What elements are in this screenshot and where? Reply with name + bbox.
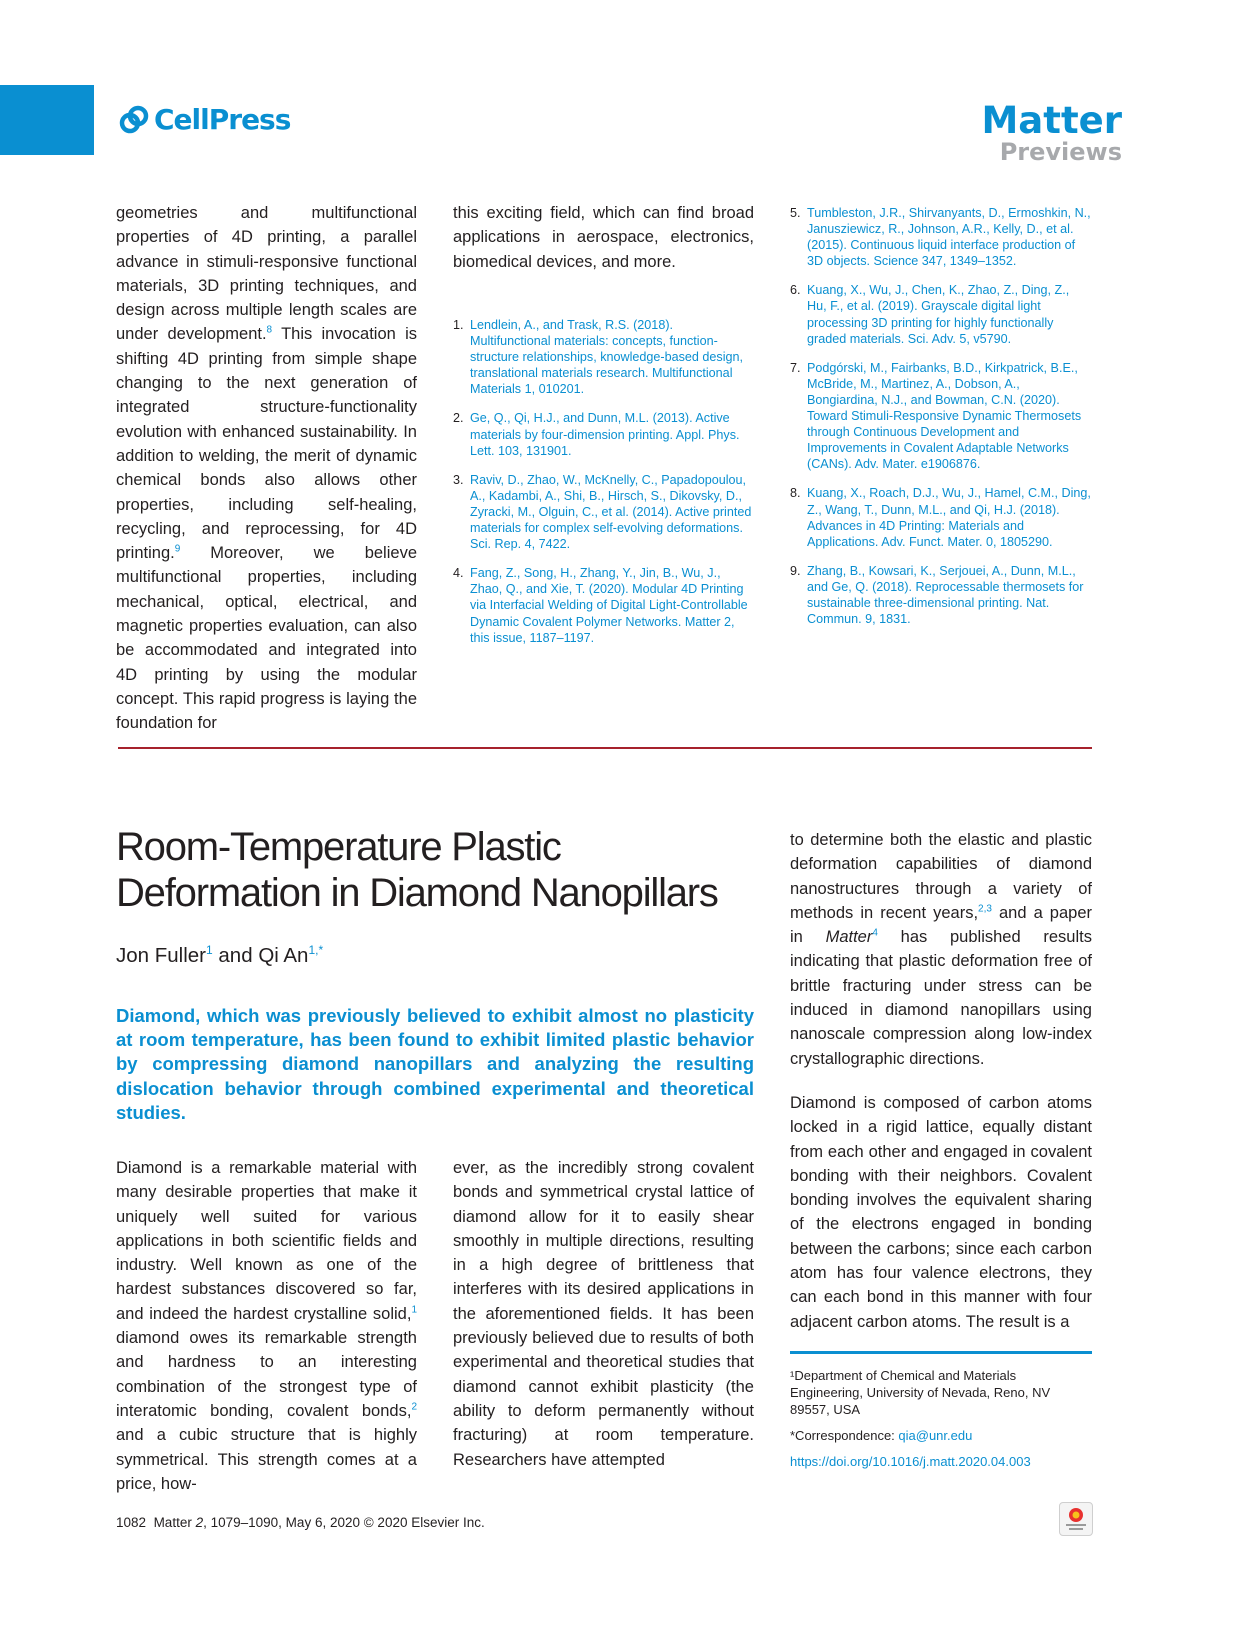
citation-marker[interactable]: 9 [174, 543, 181, 555]
footer-journal: Matter [153, 1515, 192, 1530]
correspondence-email-link[interactable]: qia@unr.edu [898, 1428, 973, 1443]
body-paragraph [116, 1156, 417, 1496]
page-number: 1082 [116, 1515, 147, 1530]
text-run: diamond owes its remarkable strength and hardness to an interesting combination of the strongest type of interatomic bonding, covalent bonds, [116, 1329, 417, 1420]
text-run: Diamond is a remarkable material with many desirable properties that make it uniquely well suited for various applications in both scientific fields and industry. Well known as one of the hardest substances discovered so far, and indeed the hardest crystalline solid, [116, 1159, 417, 1323]
prev-article-col2 [453, 201, 754, 274]
affiliation-marker[interactable]: 1,* [308, 943, 324, 958]
text-run: ever, as the incredibly strong covalent bonds and symmetrical crystal lattice of diamond allow for it to easily shear smoothly in multiple directions, resulting in a high degree of brittleness that interferes with its desired applications in the aforementioned fields. It has been previously believed due to results of both experimental and theoretical studies that diamond cannot exhibit plasticity (the ability to deform permanently without fracturing) at room temperature. Researchers have attempted [453, 1159, 754, 1469]
prev-article-col1 [116, 201, 417, 736]
article-col1 [116, 1156, 417, 1496]
publisher-name: CellPress [154, 103, 291, 136]
body-paragraph [453, 1156, 754, 1472]
author-separator: and [212, 944, 259, 967]
header-accent-bar [0, 85, 94, 155]
citation-marker[interactable]: 8 [266, 324, 273, 336]
citation-marker[interactable]: 2 [411, 1401, 417, 1413]
reference-item[interactable]: 8. Kuang, X., Roach, D.J., Wu, J., Hamel, C.M., Ding, Z., Wang, T., Dunn, M.L., and Qi, H.J. (2018). Advances in 4D Printing: Materials and Applications. Adv. Funct. Mater. 0, 1805290. [790, 486, 1091, 549]
article-col2 [453, 1156, 754, 1472]
affiliation-marker[interactable]: 1 [206, 943, 213, 958]
reference-item[interactable]: 2. Ge, Q., Qi, H.J., and Dunn, M.L. (2013). Active materials by four-dimension printing. Appl. Phys. Lett. 103, 131901. [453, 411, 740, 458]
citation-marker[interactable]: 2,3 [978, 903, 992, 915]
reference-item[interactable]: 7. Podgórski, M., Fairbanks, B.D., Kirkpatrick, B.E., McBride, M., Martinez, A., Dobson, A., Bongiardina, N.J., and Bowman, C.N. (2020). Toward Stimuli-Responsive Dynamic Thermosets through Continuous Development and Improvements in Covalent Adaptable Networks (CANs). Adv. Mater. e1906876. [790, 360, 1082, 472]
body-paragraph [790, 1091, 1092, 1334]
reference-list-right [790, 205, 1092, 640]
page-footer [116, 1515, 485, 1530]
reference-item[interactable]: 1. Lendlein, A., and Trask, R.S. (2018). Multifunctional materials: concepts, function-structure relationships, knowledge-based design, translational materials research. Multifunctional Materials 1, 010201. [453, 318, 744, 397]
text-run: This invocation is shifting 4D printing from simple shape changing to the next generation of integrated structure-functionality evolution with enhanced sustainability. In addition to welding, the merit of dynamic chemical bonds also allows other properties, including self-healing, recycling, and reprocessing, for 4D printing. [116, 325, 417, 563]
article-abstract: Diamond, which was previously believed to exhibit almost no plasticity at room temperature, has been found to exhibit limited plastic behavior by compressing diamond nanopillars and analyzing the resulting dislocation behavior through combined experimental and theoretical studies. [116, 1005, 754, 1123]
reference-list-left [453, 317, 754, 659]
reference-item[interactable]: 6. Kuang, X., Wu, J., Chen, K., Zhao, Z., Ding, Z., Hu, F., et al. (2019). Grayscale digital light processing 3D printing for highly functionally graded materials. Sci. Adv. 5, v5790. [790, 283, 1070, 346]
section-label: Previews [999, 138, 1122, 166]
text-run: has published results indicating that plastic deformation free of brittle fracturing under stress can be induced in diamond nanopillars using nanoscale compression along low-index crystallographic directions. [790, 928, 1092, 1068]
prev-article-closing-paragraph: this exciting field, which can find broad applications in aerospace, electronics, biomedical devices, and more. [453, 204, 754, 271]
text-run: Moreover, we believe multifunctional properties, including mechanical, optical, electrical, and magnetic properties evaluation, can also be accommodated and integrated into 4D printing by using the modular concept. This rapid progress is laying the foundation for [116, 544, 417, 733]
article-col3 [790, 828, 1092, 1334]
reference-item[interactable]: 4. Fang, Z., Song, H., Zhang, Y., Jin, B., Wu, J., Zhao, Q., and Xie, T. (2020). Modular 4D Printing via Interfacial Welding of Digital Light-Controllable Dynamic Covalent Polymer Networks. Matter 2, this issue, 1187–1197. [453, 566, 748, 645]
affiliation-note: ¹Department of Chemical and Materials Engineering, University of Nevada, Reno, NV 89557, USA [790, 1368, 1051, 1417]
footer-volume: 2 [195, 1515, 204, 1530]
text-run: to determine both the elastic and plastic deformation capabilities of diamond nanostructures through a variety of methods in recent years, [790, 831, 1092, 922]
italic-text: Matter [825, 928, 873, 947]
doi-link[interactable]: https://doi.org/10.1016/j.matt.2020.04.003 [790, 1454, 1031, 1469]
citation-marker[interactable]: 1 [411, 1304, 417, 1316]
check-for-updates-label [1092, 1503, 1093, 1504]
check-for-updates-icon [1060, 1503, 1092, 1535]
check-for-updates-badge[interactable] [1059, 1502, 1093, 1536]
author-line [116, 944, 323, 968]
text-run: and a paper in [790, 903, 1092, 947]
article-title: Room-Temperature Plastic Deformation in Diamond Nanopillars [116, 825, 718, 915]
citation-marker[interactable]: 4 [872, 927, 878, 939]
reference-item[interactable]: 5. Tumbleston, J.R., Shirvanyants, D., Ermoshkin, N., Janusziewicz, R., Johnson, A.R., Kelly, D., et al. (2015). Continuous liquid interface production of 3D objects. Science 347, 1349–1352. [790, 206, 1091, 269]
article-divider [118, 747, 1092, 749]
reference-item[interactable]: 9. Zhang, B., Kowsari, K., Serjouei, A., Dunn, M.L., and Ge, Q. (2018). Reprocessable thermosets for sustainable three-dimensional printing. Nat. Commun. 9, 1831. [790, 563, 1084, 627]
prev-article-paragraph [116, 201, 417, 736]
body-paragraph [790, 828, 1092, 1071]
footer-citation: , 1079–1090, May 6, 2020 © 2020 Elsevier Inc. [203, 1515, 485, 1530]
text-run: and a cubic structure that is highly symmetrical. This strength comes at a price, how- [116, 1426, 417, 1493]
author-name[interactable]: Qi An [258, 944, 309, 967]
cellpress-logo[interactable] [118, 103, 290, 136]
author-name[interactable]: Jon Fuller [116, 944, 207, 967]
text-run: Diamond is composed of carbon atoms locked in a rigid lattice, equally distant from each other and engaged in covalent bonding with their neighbors. Covalent bonding involves the equivalent sharing of the electrons engaged in bonding between the carbons; since each carbon atom has four valence electrons, they can each bond in this manner with four adjacent carbon atoms. The result is a [790, 1093, 1092, 1331]
reference-item[interactable]: 3. Raviv, D., Zhao, W., McKnelly, C., Papadopoulou, A., Kadambi, A., Shi, B., Hirsch, S., Dikovsky, D., Zyracki, M., Olguin, C., et al. (2014). Active printed materials for complex self-evolving deformations. Sci. Rep. 4, 7422. [453, 472, 752, 552]
cellpress-logo-icon [118, 104, 150, 136]
text-run: geometries and multifunctional properties of 4D printing, a parallel advance in stimuli-responsive functional materials, 3D printing techniques, and design across multiple length scales are under development. [116, 204, 417, 344]
journal-title[interactable]: Matter [981, 99, 1122, 142]
correspondence-note: *Correspondence: qia@unr.edu [790, 1428, 973, 1443]
footnote-rule [790, 1351, 1092, 1354]
article-footnotes [790, 1367, 1092, 1479]
